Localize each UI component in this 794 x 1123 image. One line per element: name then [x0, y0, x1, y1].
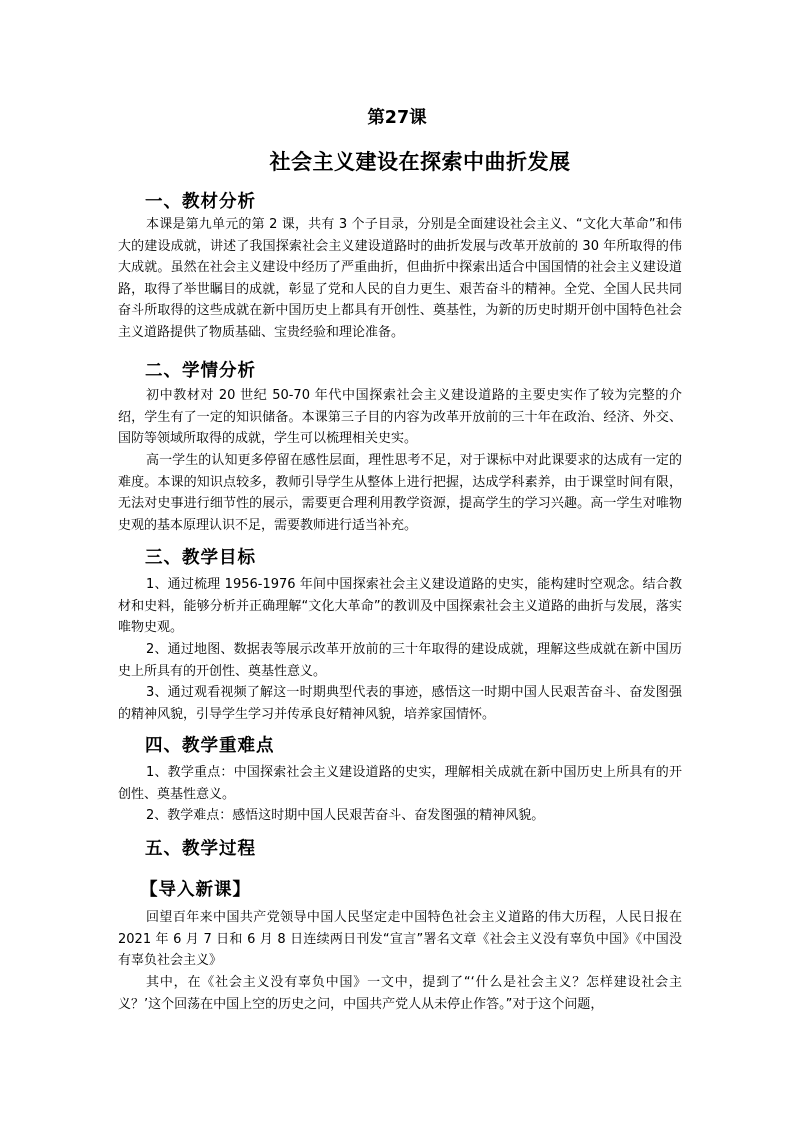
- paragraph-goal-3: 3、通过观看视频了解这一时期典型代表的事迹，感悟这一时期中国人民艰苦奋斗、奋发图强的精神风貌，引导学生学习并传承良好精神风貌，培养家国情怀。: [118, 685, 682, 722]
- section-heading-teaching-goals: 三、教学目标: [145, 548, 256, 568]
- section-heading-student-analysis: 二、学情分析: [145, 361, 256, 381]
- section-heading-teaching-process: 五、教学过程: [145, 839, 256, 859]
- paragraph-textbook-analysis: 本课是第九单元的第 2 课，共有 3 个子目录，分别是全面建设社会主义、“文化大革命”和伟大的建设成就，讲述了我国探索社会主义建设道路时的曲折发展与改革开放前的 30 年所取得的伟大成就。虽然在社会主义建设中经历了严重曲折，但曲折中探索出适合中国国情的社会主义建设道路，取得了举世瞩目的成就，彰显了党和人民的自力更生、艰苦奋斗的精神。全党、全国人民共同奋斗所取得的这些成就在新中国历史上都具有开创性、奠基性，为新的历史时期开创中国特色社会主义道路提供了物质基础、宝贵经验和理论准备。: [118, 217, 682, 340]
- paragraph-introduction-2: 其中，在《社会主义没有辜负中国》一文中，提到了“‘什么是社会主义？怎样建设社会主义？’这个回荡在中国上空的历史之问，中国共产党人从未停止作答。”对于这个问题，: [118, 975, 682, 1012]
- section-heading-textbook-analysis: 一、教材分析: [145, 192, 256, 212]
- paragraph-student-analysis-2: 高一学生的认知更多停留在感性层面，理性思考不足，对于课标中对此课要求的达成有一定的难度。本课的知识点较多，教师引导学生从整体上进行把握，达成学科素养，由于课堂时间有限，无法对史事进行细节性的展示，需要更合理利用教学资源，提高学生的学习兴趣。高一学生对唯物史观的基本原理认识不足，需要教师进行适当补充。: [118, 453, 682, 533]
- section-heading-introduction: 【导入新课】: [140, 880, 251, 900]
- paragraph-introduction-1: 回望百年来中国共产党领导中国人民坚定走中国特色社会主义道路的伟大历程，人民日报在 2021 年 6 月 7 日和 6 月 8 日连续两日刊发“宣言”署名文章《社会主义没有辜负中国》《中国没有辜负社会主义》: [118, 910, 682, 968]
- section-heading-key-points: 四、教学重难点: [145, 736, 275, 756]
- paragraph-goal-1: 1、通过梳理 1956-1976 年间中国探索社会主义建设道路的史实，能构建时空观念。结合教材和史料，能够分析并正确理解“文化大革命”的教训及中国探索社会主义道路的曲折与发展，落实唯物史观。: [118, 577, 682, 635]
- document-title: 社会主义建设在探索中曲折发展: [269, 150, 571, 174]
- paragraph-difficulty: 2、教学难点：感悟这时期中国人民艰苦奋斗、奋发图强的精神风貌。: [146, 808, 545, 823]
- paragraph-key-point: 1、教学重点：中国探索社会主义建设道路的史实，理解相关成就在新中国历史上所具有的开创性、奠基性意义。: [118, 765, 682, 802]
- paragraph-student-analysis-1: 初中教材对 20 世纪 50-70 年代中国探索社会主义建设道路的主要史实作了较为完整的介绍，学生有了一定的知识储备。本课第三子目的内容为改革开放前的三十年在政治、经济、外交、国防等领域所取得的成就，学生可以梳理相关史实。: [118, 388, 682, 446]
- lesson-number: 第27课: [367, 108, 427, 128]
- paragraph-goal-2: 2、通过地图、数据表等展示改革开放前的三十年取得的建设成就，理解这些成就在新中国历史上所具有的开创性、奠基性意义。: [118, 642, 682, 679]
